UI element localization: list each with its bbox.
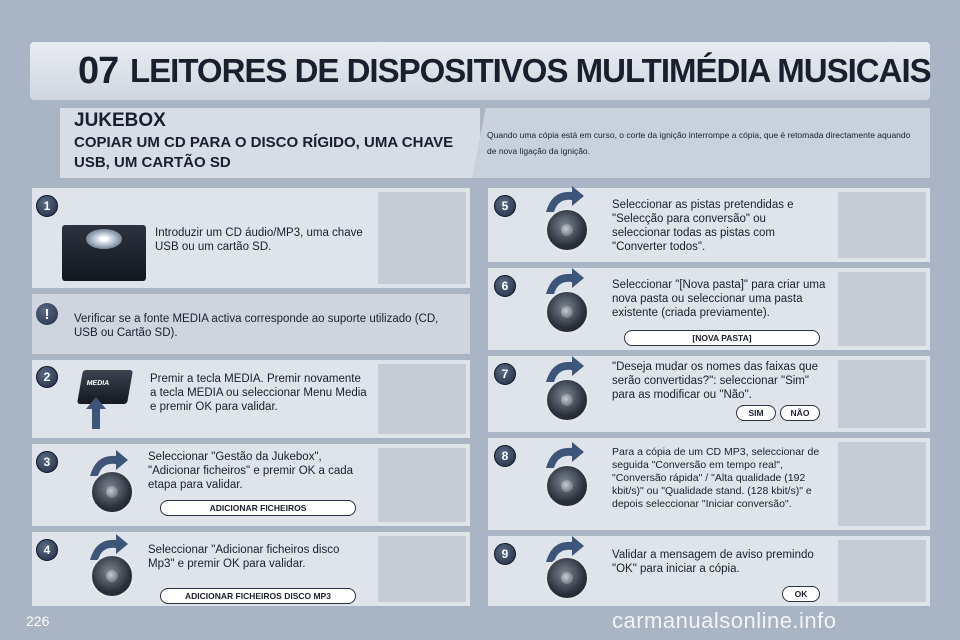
radio-unit-thumbnail: [378, 192, 466, 284]
radio-unit-thumbnail: [838, 272, 926, 346]
section-subtitle: COPIAR UM CD PARA O DISCO RÍGIDO, UMA CHAVE USB, UM CARTÃO SD: [74, 134, 454, 171]
radio-unit-thumbnail: [838, 360, 926, 428]
media-key-label: MEDIA: [86, 380, 110, 387]
step-5-text: Seleccionar as pistas pretendidas e "Selecção para conversão" ou seleccionar todas as pistas com "Converter todos".: [612, 199, 794, 253]
rotary-knob-icon: [545, 464, 589, 508]
step-2-text: Premir a tecla MEDIA. Premir novamente a tecla MEDIA ou seleccionar Menu Media e premir OK para validar.: [150, 373, 367, 413]
note-text: Quando uma cópia está em curso, o corte da ignição interrompe a cópia, que é retomada directamente aquando de nova ligação da ignição.: [487, 130, 911, 156]
step-8-text: Para a cópia de um CD MP3, seleccionar de seguida "Conversão em tempo real", "Conversão rápida" / "Alta qualidade (192 kbit/s)" ou "Qualidade stand. (128 kbit/s)" e depois seleccionar "Iniciar conversão".: [612, 446, 820, 510]
step-2-badge: 2: [36, 366, 58, 388]
step-6-text: Seleccionar "[Nova pasta]" para criar uma nova pasta ou seleccionar uma pasta existente (criada previamente).: [612, 279, 826, 319]
arrow-up-icon: [84, 395, 108, 431]
step-4-text: Seleccionar "Adicionar ficheiros disco Mp3" e premir OK para validar.: [148, 544, 340, 570]
page-number: 226: [26, 613, 50, 629]
radio-unit-thumbnail: [838, 540, 926, 602]
rotary-knob-icon: [90, 470, 134, 514]
radio-unit-thumbnail: [378, 364, 466, 434]
radio-unit-thumbnail: [838, 192, 926, 258]
warning-icon: !: [36, 303, 58, 325]
rotary-knob-icon: [545, 290, 589, 334]
add-files-button[interactable]: ADICIONAR FICHEIROS: [160, 500, 356, 516]
step-9-text: Validar a mensagem de aviso premindo "OK" para iniciar a cópia.: [612, 549, 814, 575]
radio-unit-thumbnail: [838, 442, 926, 526]
rotary-knob-icon: [545, 208, 589, 252]
step-1-badge: 1: [36, 195, 58, 217]
radio-unit-thumbnail: [378, 448, 466, 522]
page-title: LEITORES DE DISPOSITIVOS MULTIMÉDIA MUSICAIS: [130, 52, 931, 89]
step-3-text: Seleccionar "Gestão da Jukebox", "Adicionar ficheiros" e premir OK a cada etapa para validar.: [148, 451, 354, 491]
rotary-knob-icon: [545, 378, 589, 422]
add-files-mp3-button[interactable]: ADICIONAR FICHEIROS DISCO MP3: [160, 588, 356, 604]
step-3-badge: 3: [36, 451, 58, 473]
warning-text: Verificar se a fonte MEDIA activa corresponde ao suporte utilizado (CD, USB ou Cartão SD).: [74, 313, 439, 339]
step-7-text: "Deseja mudar os nomes das faixas que serão convertidas?": seleccionar "Sim" para as modificar ou "Não".: [612, 361, 819, 401]
watermark: carmanualsonline.info: [612, 608, 837, 633]
ok-button[interactable]: OK: [782, 586, 820, 602]
rotary-knob-icon: [545, 556, 589, 600]
step-6-badge: 6: [494, 275, 516, 297]
rotary-knob-icon: [90, 554, 134, 598]
step-9-badge: 9: [494, 543, 516, 565]
cd-player-icon: [62, 225, 146, 281]
chapter-number: 07: [78, 50, 119, 92]
radio-unit-thumbnail: [378, 536, 466, 602]
no-button[interactable]: NÃO: [780, 405, 820, 421]
step-1-text: Introduzir um CD áudio/MP3, uma chave USB ou um cartão SD.: [155, 227, 363, 253]
yes-button[interactable]: SIM: [736, 405, 776, 421]
step-7-badge: 7: [494, 363, 516, 385]
new-folder-button[interactable]: [NOVA PASTA]: [624, 330, 820, 346]
section-title: JUKEBOX: [74, 110, 166, 131]
step-5-badge: 5: [494, 195, 516, 217]
step-8-badge: 8: [494, 445, 516, 467]
step-4-badge: 4: [36, 539, 58, 561]
